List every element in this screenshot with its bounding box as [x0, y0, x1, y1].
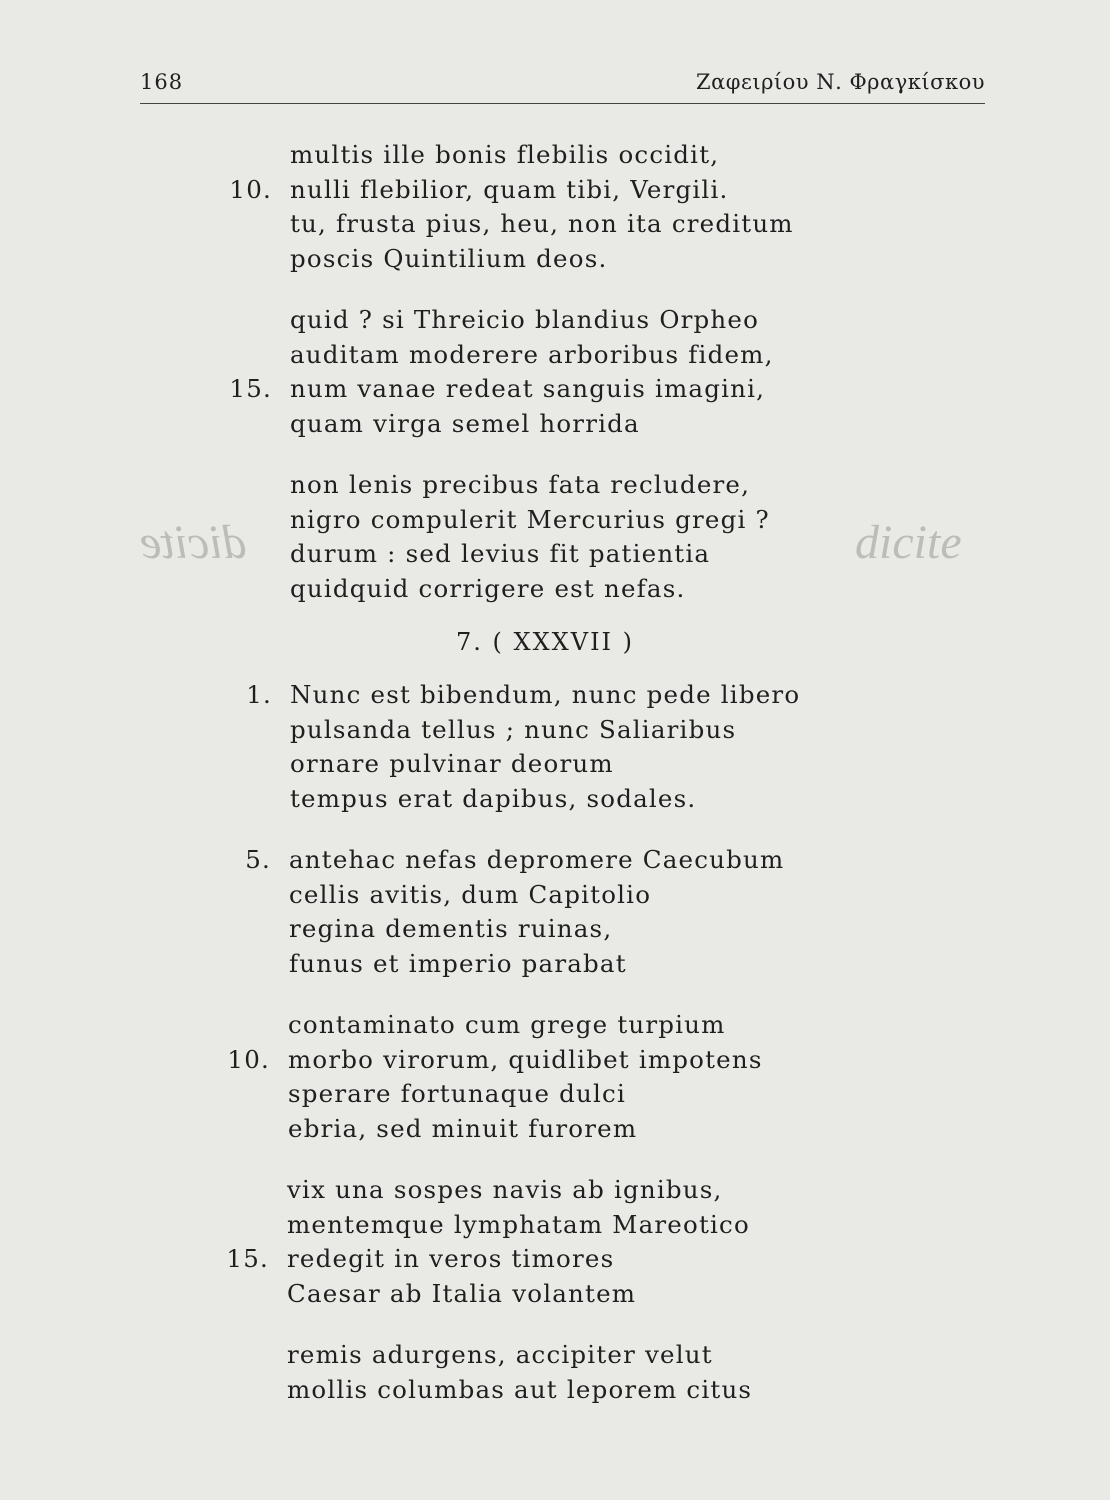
page-number: 168 [140, 70, 184, 94]
verse-text: tu, frusta pius, heu, non ita creditum [290, 209, 794, 238]
verse-line [0, 1375, 1110, 1411]
page-header [140, 70, 985, 100]
verse-line [0, 409, 1110, 445]
verse-text: regina dementis ruinas, [289, 914, 613, 943]
verse-line [0, 880, 1110, 916]
verse-line [0, 1045, 1110, 1081]
verse-line [0, 1175, 1110, 1211]
verse-text: cellis avitis, dum Capitolio [289, 879, 652, 909]
verse-line [0, 784, 1110, 820]
verse-text: mentemque lymphatam Mareotico [287, 1209, 750, 1239]
verse-text: multis ille bonis flebilis occidit, [290, 140, 720, 169]
verse-line [0, 505, 1110, 541]
verse-text: poscis Quintilium deos. [290, 243, 608, 273]
verse-line [0, 305, 1110, 341]
verse-line [0, 244, 1110, 280]
verse-line [0, 1210, 1110, 1246]
header-rule [140, 103, 985, 104]
verse-text: remis adurgens, accipiter velut [287, 1340, 713, 1369]
verse-text: Nunc est bibendum, nunc pede libero [290, 680, 801, 709]
verse-line [0, 1244, 1110, 1280]
verse-line [0, 1114, 1110, 1150]
verse-text: morbo virorum, quidlibet impotens [288, 1044, 763, 1074]
verse-line [0, 1010, 1110, 1046]
verse-text: mollis columbas aut leporem citus [287, 1374, 753, 1404]
verse-line [0, 374, 1110, 410]
verse-text: contaminato cum grege turpium [288, 1010, 726, 1039]
poem-title: 7. ( XXXVII ) [455, 628, 635, 656]
verse-text: auditam moderere arboribus fidem, [290, 339, 774, 369]
verse-line [0, 140, 1110, 176]
running-head: Ζαφειρίου Ν. Φραγκίσκου [695, 70, 985, 94]
verse-line [0, 574, 1110, 610]
verse-text: sperare fortunaque dulci [288, 1079, 627, 1108]
verse-text: nigro compulerit Mercurius gregi ? [290, 504, 770, 534]
verse-line [0, 1279, 1110, 1315]
verse-text: vix una sospes navis ab ignibus, [287, 1175, 723, 1204]
line-number: 1. [246, 680, 272, 709]
line-number: 10. [227, 1044, 270, 1074]
line-number: 15. [226, 1244, 269, 1273]
verse-line [0, 175, 1110, 211]
verse-line [0, 914, 1110, 950]
verse-line [0, 949, 1110, 985]
verse-line [0, 1079, 1110, 1115]
verse-text: num vanae redeat sanguis imagini, [290, 374, 766, 403]
verse-text: ornare pulvinar deorum [290, 749, 614, 778]
verse-text: quid ? si Threicio blandius Orpheo [290, 305, 760, 334]
verse-text: quidquid corrigere est nefas. [290, 573, 686, 603]
verse-text: pulsanda tellus ; nunc Saliaribus [290, 714, 737, 744]
verse-line [0, 340, 1110, 376]
verse-text: redegit in veros timores [287, 1244, 615, 1273]
margin-note-mirrored: dicite [140, 516, 247, 569]
verse-line [0, 680, 1110, 716]
verse-text: non lenis precibus fata recludere, [290, 470, 751, 499]
verse-text: tempus erat dapibus, sodales. [290, 783, 697, 813]
verse-text: durum : sed levius fit patientia [290, 539, 711, 568]
verse-text: ebria, sed minuit furorem [288, 1113, 638, 1143]
margin-note: dicite [855, 516, 962, 569]
verse-text: antehac nefas depromere Caecubum [289, 845, 785, 874]
verse-text: funus et imperio parabat [289, 948, 627, 978]
verse-line [0, 209, 1110, 245]
verse-text: quam virga semel horrida [290, 408, 640, 438]
verse-line [0, 845, 1110, 881]
line-number: 5. [245, 845, 271, 874]
line-number: 15. [229, 374, 272, 403]
line-number: 10. [229, 174, 272, 204]
verse-text: nulli flebilior, quam tibi, Vergili. [290, 174, 729, 204]
verse-line [0, 1340, 1110, 1376]
verse-line [0, 749, 1110, 785]
verse-text: Caesar ab Italia volantem [287, 1278, 637, 1308]
verse-line [0, 470, 1110, 506]
verse-line [0, 715, 1110, 751]
verse-line [0, 539, 1110, 575]
